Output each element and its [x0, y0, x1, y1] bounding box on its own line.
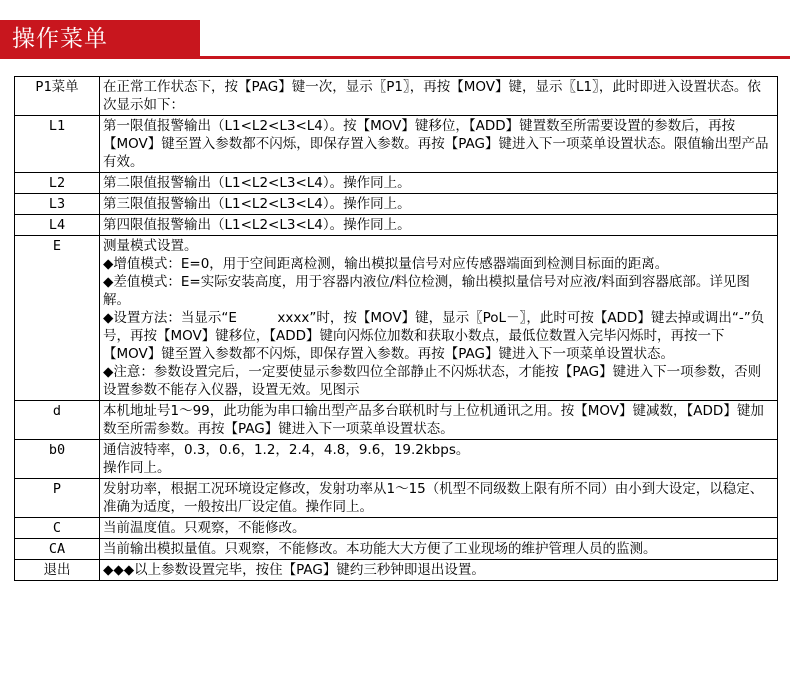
section-title: 操作菜单 — [0, 20, 200, 58]
menu-description-cell — [100, 173, 778, 194]
menu-key-cell: d — [15, 401, 100, 440]
table-row — [15, 194, 778, 215]
menu-key-cell: 退出 — [15, 560, 100, 581]
menu-description-cell — [100, 440, 778, 479]
menu-key-cell: P1菜单 — [15, 77, 100, 116]
menu-key-cell: L2 — [15, 173, 100, 194]
menu-description-cell — [100, 236, 778, 401]
menu-description-cell — [100, 194, 778, 215]
menu-description-cell — [100, 479, 778, 518]
menu-key-cell: b0 — [15, 440, 100, 479]
menu-key-cell: P — [15, 479, 100, 518]
description-line: 本机地址号1～99，此功能为串口输出型产品多台联机时与上位机通讯之用。按【MOV】键减数，【ADD】键加数至所需参数。再按【PAG】键进入下一项菜单设置状态。 — [103, 403, 764, 437]
menu-table — [14, 76, 778, 581]
table-row — [15, 440, 778, 479]
table-row — [15, 479, 778, 518]
menu-description-cell — [100, 401, 778, 440]
description-line: 测量模式设置。 — [103, 238, 198, 254]
menu-key-cell: L1 — [15, 116, 100, 173]
table-row — [15, 173, 778, 194]
menu-key-cell: C — [15, 518, 100, 539]
table-row — [15, 401, 778, 440]
description-line: 第四限值报警输出（L1<L2<L3<L4）。操作同上。 — [103, 217, 411, 233]
description-line: ◆注意：参数设置完后，一定要使显示参数四位全部静止不闪烁状态，才能按【PAG】键进入下一项参数，否则设置参数不能存入仪器，设置无效。见图示 — [103, 364, 762, 398]
menu-key-cell: L4 — [15, 215, 100, 236]
table-row — [15, 518, 778, 539]
menu-description-cell — [100, 215, 778, 236]
description-line: 当前输出模拟量值。只观察，不能修改。本功能大大方便了工业现场的维护管理人员的监测。 — [103, 541, 657, 557]
table-row — [15, 236, 778, 401]
menu-description-cell — [100, 560, 778, 581]
description-line: ◆增值模式：E=0，用于空间距离检测，输出模拟量信号对应传感器端面到检测目标面的距离。 — [103, 256, 669, 272]
title-underline — [0, 56, 790, 59]
description-line: 当前温度值。只观察，不能修改。 — [103, 520, 306, 536]
table-row — [15, 215, 778, 236]
table-row — [15, 77, 778, 116]
description-line: 在正常工作状态下，按【PAG】键一次，显示〖P1〗，再按【MOV】键，显示〖L1〗，此时即进入设置状态。依次显示如下： — [103, 79, 761, 113]
table-row — [15, 560, 778, 581]
menu-key-cell: L3 — [15, 194, 100, 215]
description-line: ◆设置方法：当显示“E xxxx”时，按【MOV】键，显示〖PoL－〗，此时可按【ADD】键去掉或调出“-”负号，再按【MOV】键移位，【ADD】键向闪烁位加数和获取小数点，最低位数置入完毕闪烁时，再按一下【MOV】键至置入参数都不闪烁，即保存置入参数。再按【PAG】键进入下一项菜单设置状态。 — [103, 310, 765, 362]
menu-description-cell — [100, 116, 778, 173]
description-line: 通信波特率，0.3，0.6，1.2，2.4，4.8，9.6，19.2kbps。 — [103, 442, 470, 458]
menu-key-cell: E — [15, 236, 100, 401]
description-line: ◆差值模式：E=实际安装高度，用于容器内液位/料位检测，输出模拟量信号对应液/料面到容器底部。详见图解。 — [103, 274, 750, 308]
menu-description-cell — [100, 518, 778, 539]
description-line: ◆◆◆以上参数设置完毕，按住【PAG】键约三秒钟即退出设置。 — [103, 562, 485, 578]
description-line: 发射功率，根据工况环境设定修改，发射功率从1～15（机型不同级数上限有所不同）由小到大设定，以稳定、准确为适度，一般按出厂设定值。操作同上。 — [103, 481, 764, 515]
table-row — [15, 116, 778, 173]
menu-table-body — [15, 77, 778, 581]
description-line: 操作同上。 — [103, 460, 171, 476]
description-line: 第二限值报警输出（L1<L2<L3<L4）。操作同上。 — [103, 175, 411, 191]
menu-description-cell — [100, 77, 778, 116]
menu-key-cell: CA — [15, 539, 100, 560]
table-row — [15, 539, 778, 560]
header — [0, 0, 790, 60]
description-line: 第三限值报警输出（L1<L2<L3<L4）。操作同上。 — [103, 196, 411, 212]
menu-description-cell — [100, 539, 778, 560]
description-line: 第一限值报警输出（L1<L2<L3<L4）。按【MOV】键移位，【ADD】键置数至所需要设置的参数后，再按【MOV】键至置入参数都不闪烁，即保存置入参数。再按【PAG】键进入下一项菜单设置状态。限值输出型产品有效。 — [103, 118, 769, 170]
